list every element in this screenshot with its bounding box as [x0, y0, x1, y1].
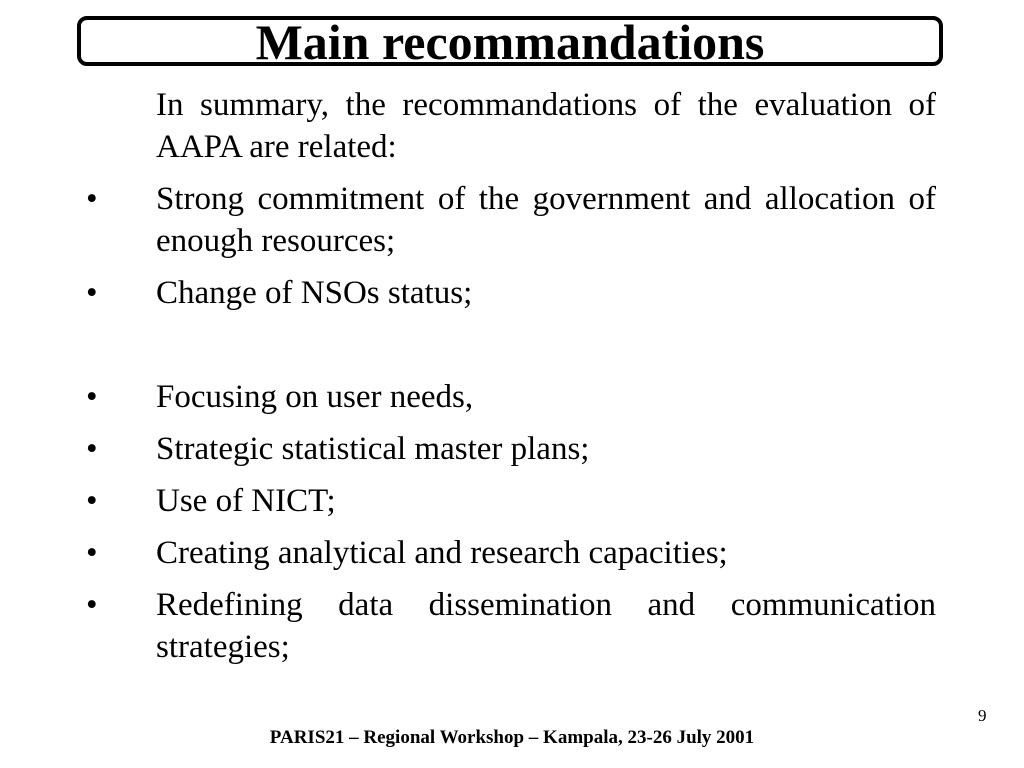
- list-item: [0, 272, 1024, 314]
- list-item: [0, 584, 1024, 668]
- list-item: [0, 376, 1024, 418]
- list-item: [0, 480, 1024, 522]
- slide-body: [0, 84, 1024, 678]
- slide-footer: PARIS21 – Regional Workshop – Kampala, 23-26 July 2001: [269, 727, 755, 748]
- bullet-icon: •: [86, 483, 98, 519]
- list-item: [0, 178, 1024, 262]
- bullet-text: Use of NICT;: [156, 483, 336, 519]
- bullet-icon: •: [86, 587, 98, 623]
- page-number: 9: [978, 706, 987, 725]
- list-item: [0, 532, 1024, 574]
- bullet-icon: •: [86, 275, 98, 311]
- title-box: [77, 14, 943, 70]
- bullet-icon: •: [86, 535, 98, 571]
- intro-paragraph: In summary, the recommandations of the evaluation of AAPA are related:: [156, 87, 936, 165]
- bullet-text: Creating analytical and research capacities;: [156, 535, 728, 571]
- slide-title: Main recommandations: [255, 14, 765, 70]
- bullet-text: Change of NSOs status;: [156, 275, 473, 311]
- bullet-text: Strong commitment of the government and allocation of enough resources;: [156, 181, 936, 259]
- bullet-text: Redefining data dissemination and communication strategies;: [156, 587, 936, 665]
- bullet-icon: •: [86, 431, 98, 467]
- bullet-icon: •: [86, 181, 98, 217]
- list-item: [0, 428, 1024, 470]
- bullet-text: Focusing on user needs,: [156, 379, 474, 415]
- bullet-icon: •: [86, 379, 98, 415]
- bullet-text: Strategic statistical master plans;: [156, 431, 590, 467]
